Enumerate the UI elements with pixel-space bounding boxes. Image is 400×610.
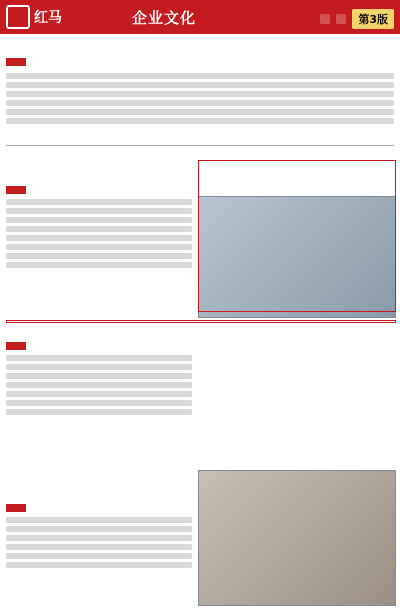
article5-photo [198, 470, 396, 606]
divider [6, 145, 394, 146]
brand-logo-icon [6, 5, 30, 29]
article1-tag [6, 58, 26, 66]
article4-body [6, 352, 192, 462]
logo [6, 5, 70, 29]
article4-tag [6, 342, 26, 350]
masthead [0, 0, 400, 34]
article3-box [198, 160, 396, 312]
article2-body [6, 196, 192, 316]
article1-body [6, 70, 394, 140]
article5-tag [6, 504, 26, 512]
brand-name: 红马 [34, 10, 62, 26]
section-separator [6, 320, 396, 323]
article5-body [6, 514, 192, 604]
page-number: 第3版 [352, 9, 394, 29]
meta-slot-1 [320, 14, 330, 24]
meta-slot-2 [336, 14, 346, 24]
masthead-meta [320, 9, 394, 29]
section-title: 企业文化 [132, 9, 197, 27]
article2-tag [6, 186, 26, 194]
